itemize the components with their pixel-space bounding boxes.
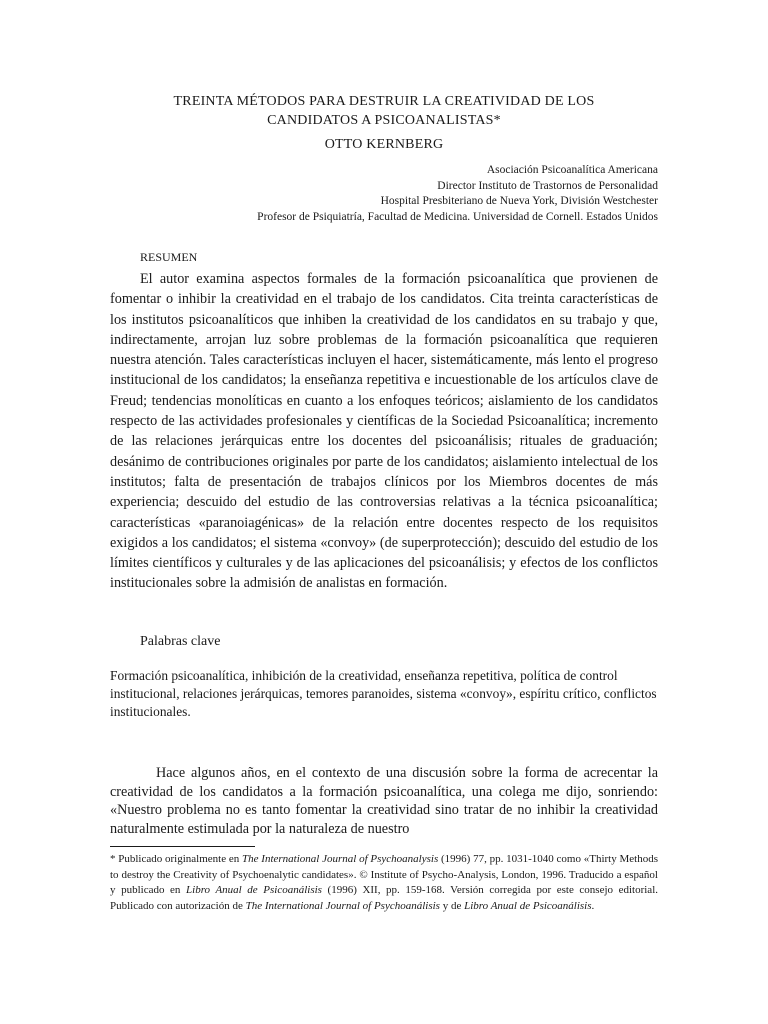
abstract-text: El autor examina aspectos formales de la formación psicoanalítica que provienen de fomentar o inhibir la creatividad en el trabajo de los candidatos. Cita treinta características de los institutos psicoanalíticos que inhiben la creatividad de los candidatos en su trabajo y que, indirectamente, arrojan luz sobre problemas de la formación psicoanalítica que requieren nuestra atención. Tales características incluyen el hacer, sistemáticamente, más lento el progreso institucional de los candidatos; la enseñanza repetitiva e incuestionable de los artículos clave de Freud; tendencias monolíticas en cuanto a los enfoques teóricos; aislamiento de los candidatos respecto de las actividades profesionales y científicas de la Sociedad Psicoanalítica; incremento de las relaciones jerárquicas entre los docentes del psicoanálisis; rituales de graduación; desánimo de contribuciones originales por parte de los candidatos; aislamiento intelectual de los institutos; falta de presentación de trabajos clínicos por los Miembros docentes de más experiencia; descuido del estudio de las controversias relativas a la técnica psicoanalítica; características «paranoiagénicas» de la relación entre docentes respecto de los requisitos exigidos a los candidatos; el sistema «convoy» (de superprotección); descuido del estudio de los límites científicos y culturales y de las aplicaciones del psicoanálisis; y efectos de los conflictos institucionales sobre la admisión de analistas en formación.	[110, 271, 658, 592]
footnote-text: (1996) XII, pp. 159-168. Versión corregida por este consejo editorial. Publicado con autorización de	[110, 884, 658, 912]
body-paragraph: Hace algunos años, en el contexto de una discusión sobre la forma de acrecentar la creatividad de los candidatos a la formación psicoanalítica, una colega me dijo, sonriendo: «Nuestro problema no es tanto fomentar la creatividad sino tratar de no inhibir la creatividad naturalmente estimulada por la naturaleza de nuestro	[110, 765, 658, 837]
footnote-journal-title: Libro Anual de Psicoanálisis	[186, 884, 322, 896]
footnote-text: (1996) 77, pp. 1031-1040 como «Thirty Methods to destroy the Creativity of Psychoenalytic candidates». © Institute of Psycho-Analysis, London, 1996. Traducido a español y publicado en	[110, 853, 658, 896]
keywords-text: Formación psicoanalítica, inhibición de la creatividad, enseñanza repetitiva, política de control institucional, relaciones jerárquicas, temores paranoides, sistema «convoy», espíritu crítico, conflictos institucionales.	[110, 668, 657, 719]
keywords-heading: Palabras clave	[140, 634, 221, 649]
footnote-journal-title: The International Journal of Psychoanálisis	[245, 899, 440, 912]
affiliation-line: Director Instituto de Trastornos de Personalidad	[437, 179, 658, 192]
title-line-1: TREINTA MÉTODOS PARA DESTRUIR LA CREATIVIDAD DE LOS	[173, 94, 595, 109]
footnote-text: y de	[439, 899, 465, 912]
affiliation-line: Hospital Presbiteriano de Nueva York, División Westchester	[380, 195, 658, 207]
author-name: OTTO KERNBERG	[324, 137, 444, 152]
footnote	[110, 852, 658, 914]
affiliation-line: Profesor de Psiquiatría, Facultad de Medicina. Universidad de Cornell. Estados Unidos	[257, 210, 658, 223]
affiliation-line: Asociación Psicoanalítica Americana	[486, 164, 658, 176]
title-line-2: CANDIDATOS A PSICOANALISTAS*	[267, 113, 501, 128]
footnote-journal-title: Libro Anual de Psicoanálisis	[464, 899, 592, 912]
abstract-heading: RESUMEN	[140, 250, 198, 264]
footnote-journal-title: The International Journal of Psychoanalysis	[242, 853, 439, 865]
footnote-text: * Publicado originalmente en	[110, 853, 243, 865]
footnote-text: .	[591, 899, 595, 912]
footnote-divider	[110, 846, 255, 847]
affiliations	[257, 163, 658, 225]
